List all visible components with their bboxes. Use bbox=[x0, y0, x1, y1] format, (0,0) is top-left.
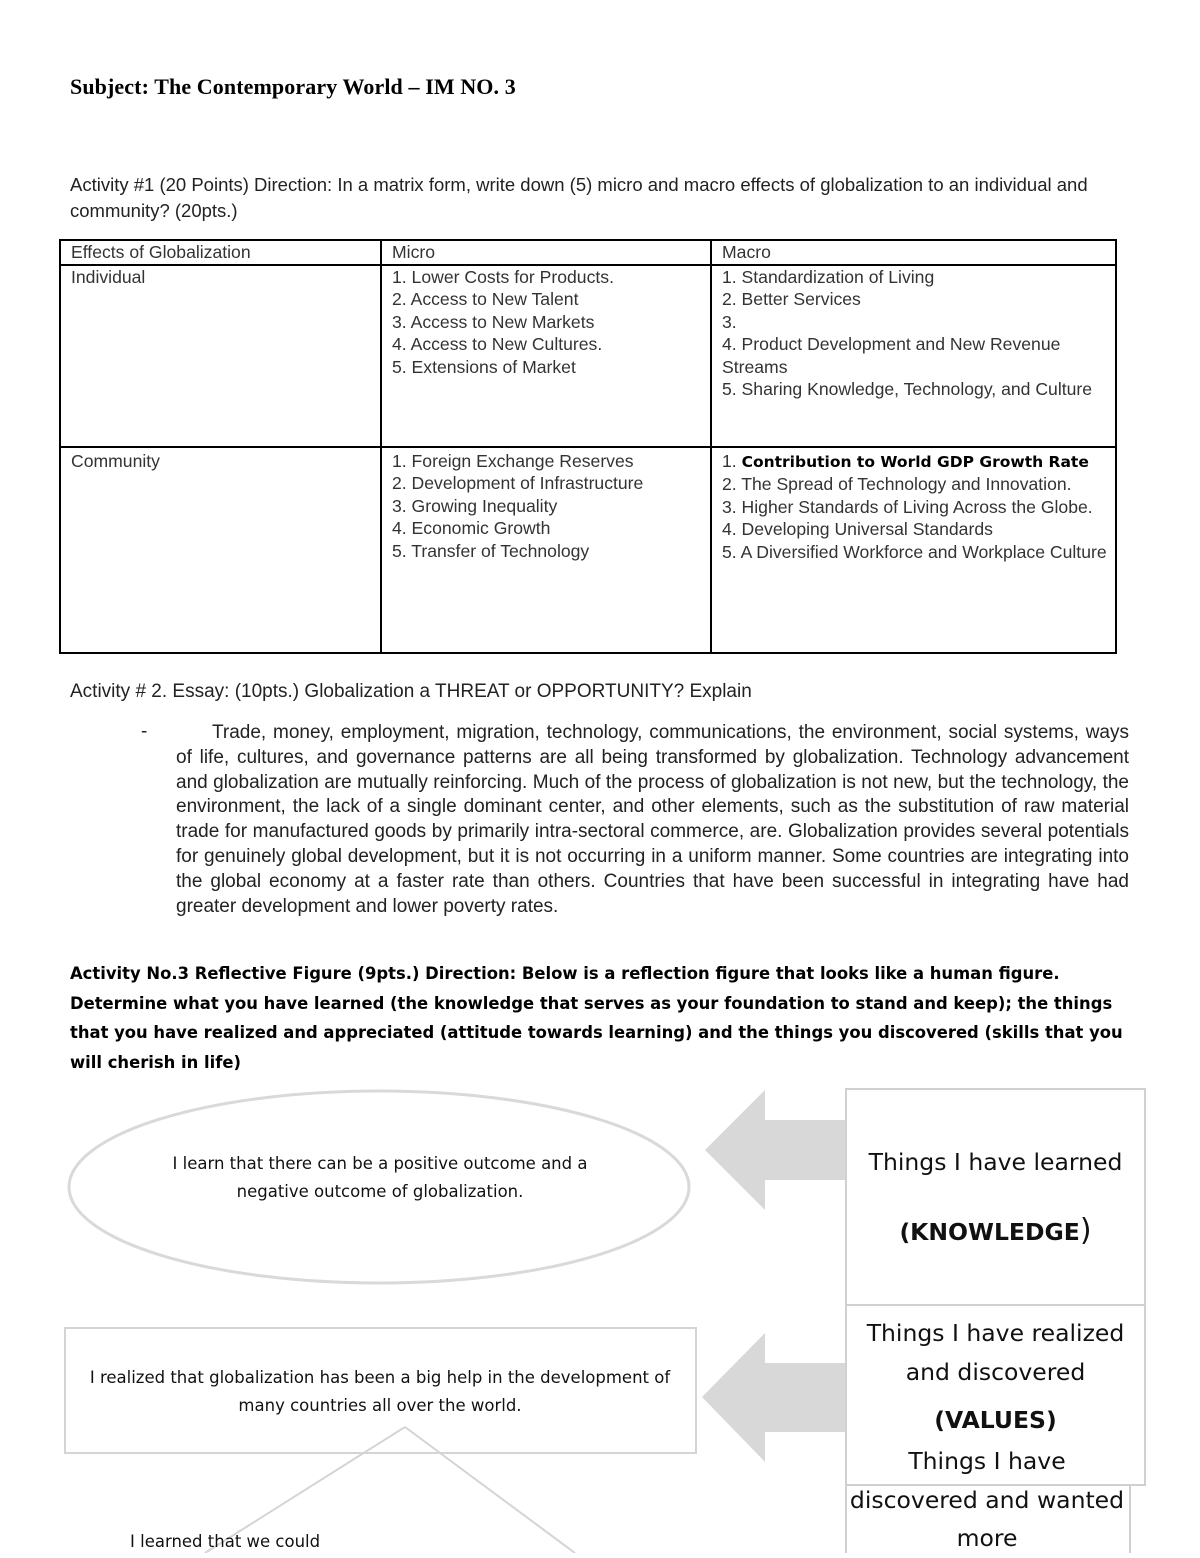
essay-paragraph: Trade, money, employment, migration, technology, communications, the environment, social systems, ways of life, cultures, and governance patterns are all being transformed by globalization. Technology advancement and globalization are mutually reinforcing. Much of the process of globalization is not new, but the technology, the environment, the lack of a single dominant center, and other elements, such as the substitution of raw material trade for manufactured goods by primarily intra-sectoral commerce, are. Globalization provides several potentials for genuinely global development, but it is not occurring in a uniform manner. Some countries are integrating into the global economy at a faster rate than others. Countries that have been successful in integrating have had greater development and lower poverty rates. bbox=[176, 722, 1129, 917]
arrow-left-icon bbox=[702, 1333, 845, 1462]
list-item: 3. Growing Inequality bbox=[392, 495, 558, 516]
header-effects: Effects of Globalization bbox=[60, 240, 381, 265]
list-item: 4. Access to New Cultures. bbox=[392, 334, 603, 354]
list-item bbox=[722, 450, 1115, 474]
activity3-heading-text: Activity No.3 Reflective Figure (9pts.) Direction: Below is a reflection figure that looks like a human figure. Determine what you have learned (the knowledge that serves as your foundation to stand and keep); the things that you have realized and appreciated (attitude towards learning) and the things you discovered (skills that you will cherish in life) bbox=[70, 964, 1123, 1072]
realized-box-category: (VALUES) bbox=[934, 1406, 1057, 1434]
list-item: 5. Extensions of Market bbox=[392, 356, 576, 377]
arrow-left-icon bbox=[705, 1090, 845, 1210]
list-item: 2. Better Services bbox=[722, 289, 861, 309]
list-item: 1. Lower Costs for Products. bbox=[392, 266, 614, 287]
list-item: 4. Product Development and New Revenue Streams bbox=[722, 334, 1061, 377]
list-item: 3. Higher Standards of Living Across the Globe. bbox=[722, 496, 1093, 517]
effects-matrix-table bbox=[59, 239, 1117, 654]
learned-box bbox=[846, 1089, 1145, 1305]
legs-answer: I learned that we could bbox=[130, 1532, 321, 1551]
community-micro-cell bbox=[381, 447, 711, 653]
individual-micro-cell bbox=[381, 265, 711, 447]
list-item: 1. Foreign Exchange Reserves bbox=[392, 450, 634, 471]
page-title: Subject: The Contemporary World – IM NO. 3 bbox=[70, 74, 516, 99]
list-item: 2. Development of Infrastructure bbox=[392, 473, 644, 493]
list-item: 4. Developing Universal Standards bbox=[722, 519, 993, 539]
list-item: 2. Access to New Talent bbox=[392, 289, 579, 309]
body-answer: I realized that globalization has been a big help in the development of many countries all over the world. bbox=[89, 1368, 671, 1415]
table-header-row bbox=[60, 240, 1116, 265]
row-label-individual: Individual bbox=[60, 265, 381, 447]
list-item: 1. Standardization of Living bbox=[722, 266, 935, 287]
list-item: 2. The Spread of Technology and Innovation. bbox=[722, 474, 1072, 494]
bold-list-text: Contribution to World GDP Growth Rate bbox=[741, 452, 1089, 471]
bullet-dash: - bbox=[141, 721, 148, 742]
table-row-individual bbox=[60, 265, 1116, 447]
table-row-community bbox=[60, 447, 1116, 653]
head-answer: I learn that there can be a positive outcome and a negative outcome of globalization. bbox=[172, 1154, 588, 1201]
discovered-box-title: Things I have discovered and wanted more bbox=[849, 1447, 1125, 1552]
learned-box-title: Things I have learned bbox=[868, 1148, 1123, 1176]
knowledge-label: (KNOWLEDGE bbox=[899, 1218, 1080, 1246]
learned-box-category bbox=[848, 1213, 1143, 1248]
list-item: 5. Transfer of Technology bbox=[392, 540, 590, 561]
header-micro: Micro bbox=[381, 240, 711, 265]
list-item: 5. A Diversified Workforce and Workplace Culture bbox=[722, 541, 1107, 562]
list-item: 4. Economic Growth bbox=[392, 518, 551, 538]
activity1-instruction: Activity #1 (20 Points) Direction: In a matrix form, write down (5) micro and macro effects of globalization to an individual and community? (20pts.) bbox=[70, 174, 1088, 221]
list-number: 1. bbox=[722, 450, 742, 471]
row-label-community: Community bbox=[60, 447, 381, 653]
realized-box-title: Things I have realized and discovered bbox=[866, 1319, 1125, 1386]
list-item: 3. bbox=[722, 311, 737, 332]
list-item: 3. Access to New Markets bbox=[392, 311, 595, 332]
individual-macro-cell bbox=[711, 265, 1116, 447]
knowledge-paren: ) bbox=[1079, 1213, 1092, 1248]
header-macro: Macro bbox=[711, 240, 1116, 265]
community-macro-cell bbox=[711, 447, 1116, 653]
list-item: 5. Sharing Knowledge, Technology, and Culture bbox=[722, 379, 1093, 399]
activity2-heading: Activity # 2. Essay: (10pts.) Globalization a THREAT or OPPORTUNITY? Explain bbox=[70, 681, 752, 702]
